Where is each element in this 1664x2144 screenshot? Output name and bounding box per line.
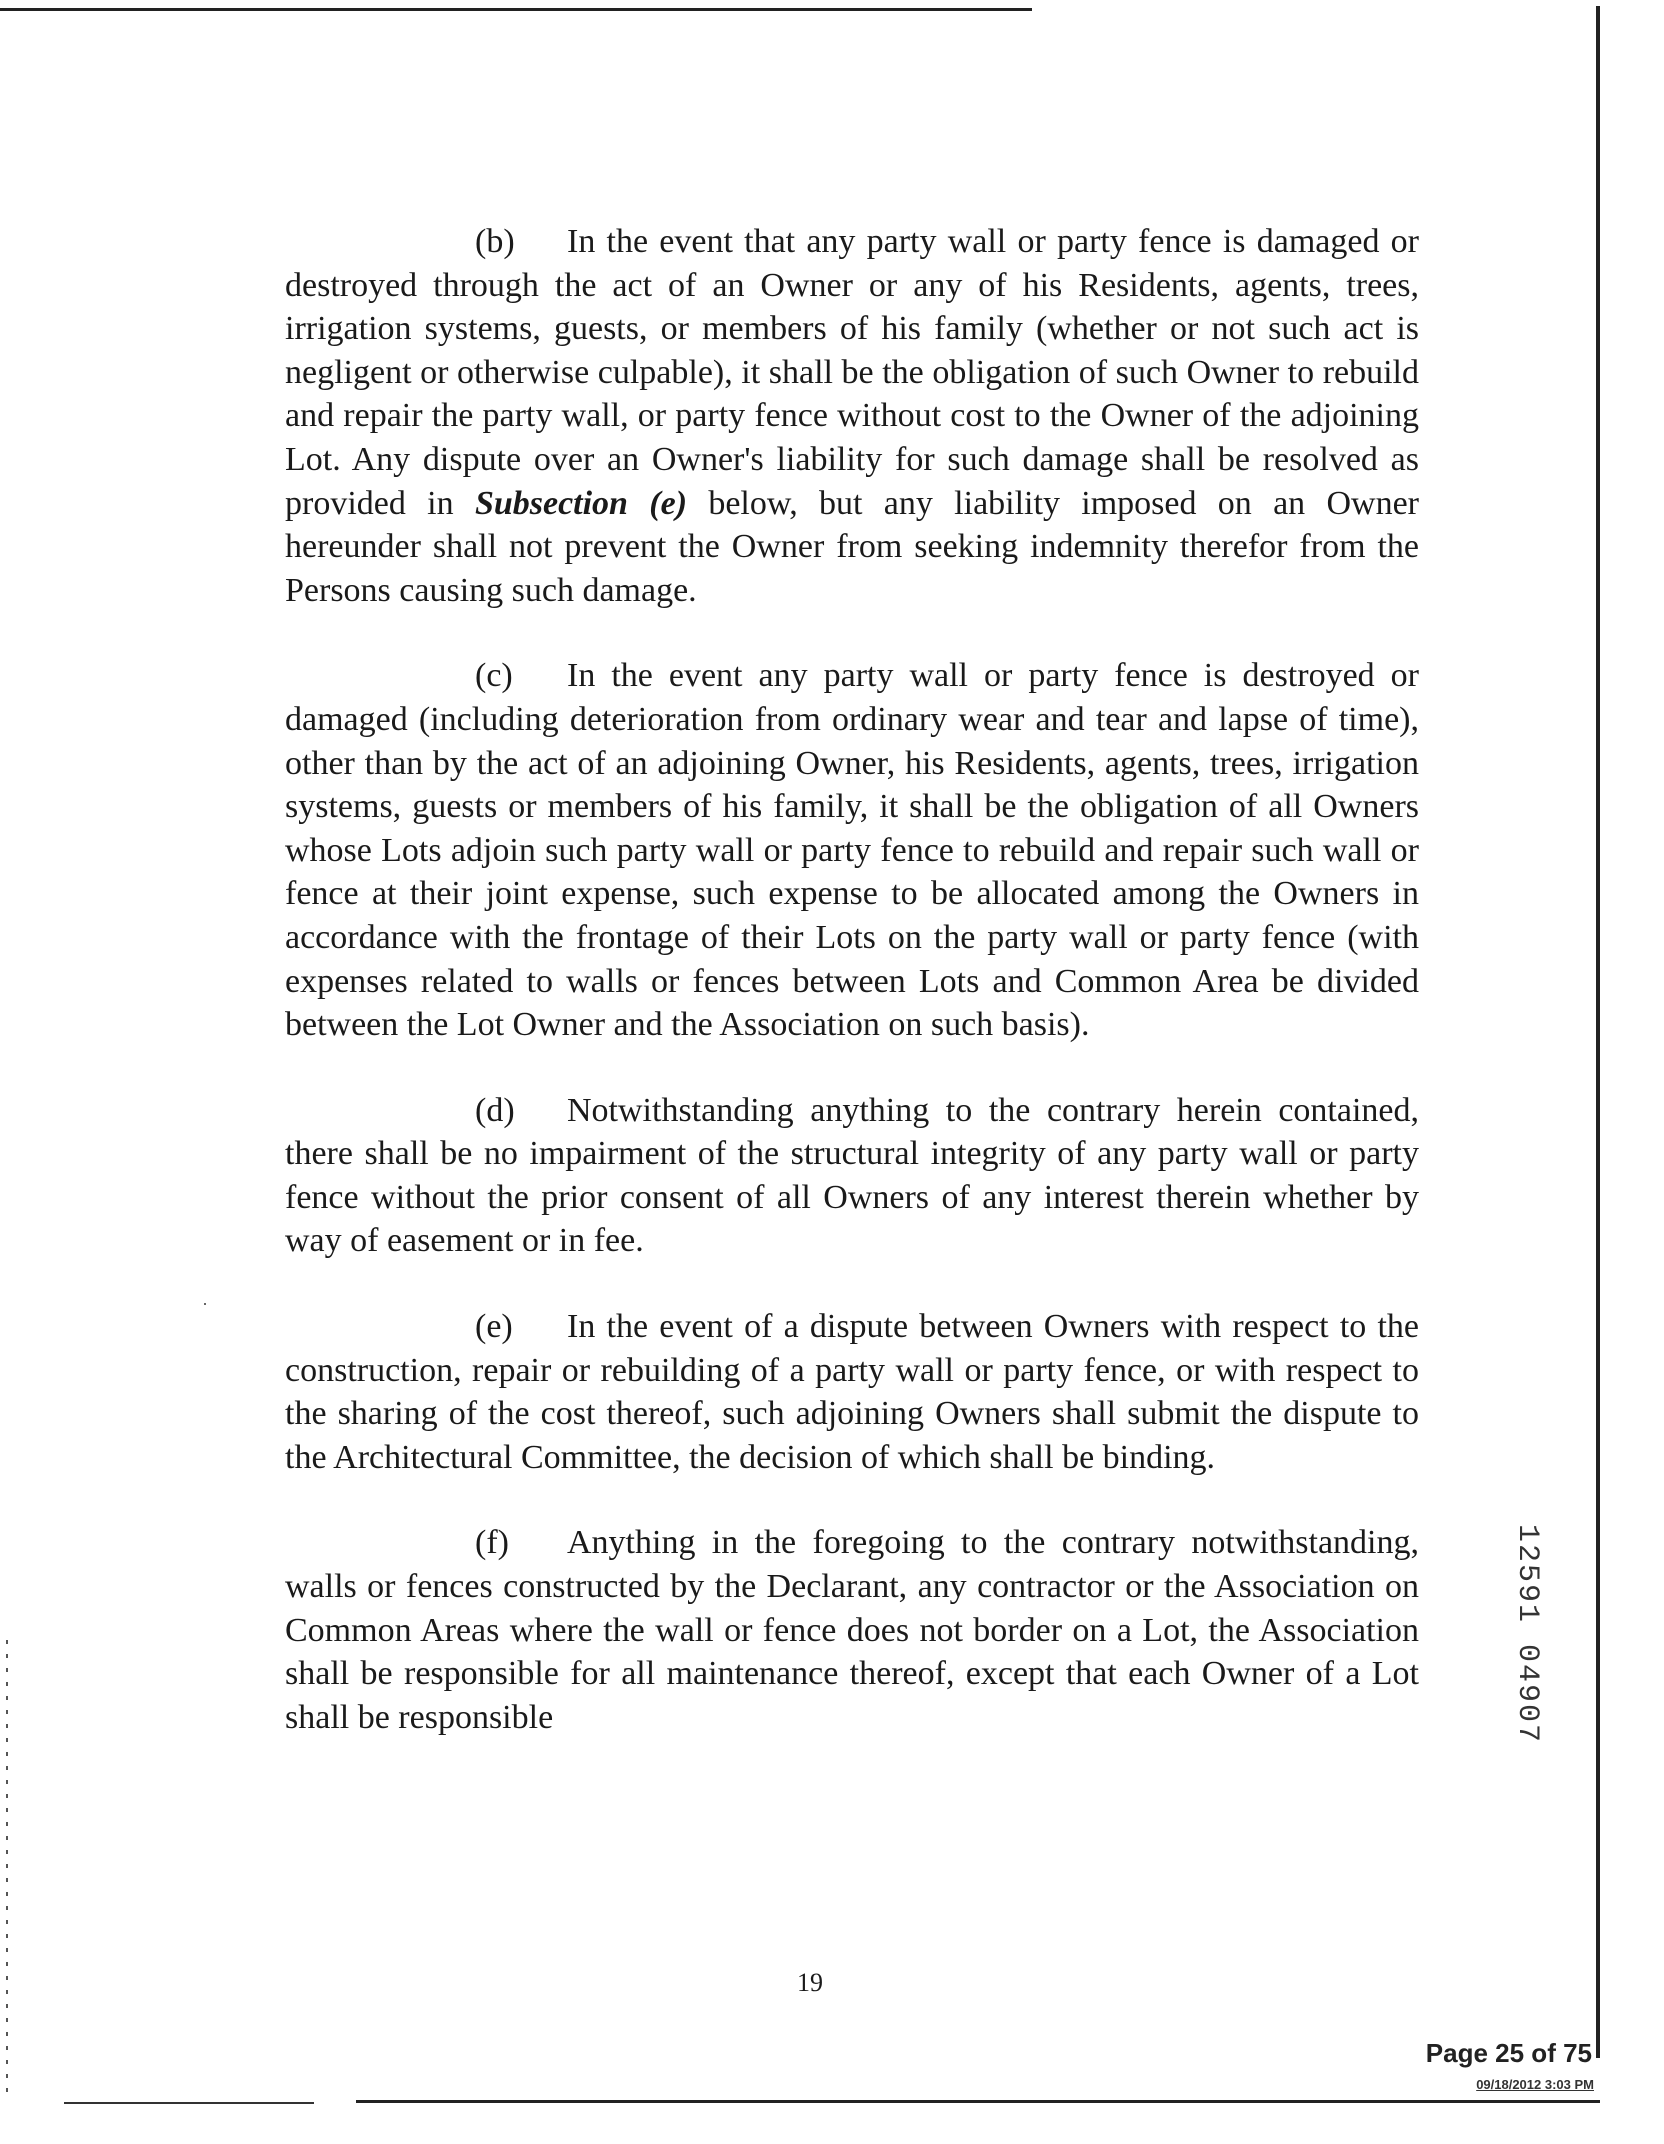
paragraph-b bbox=[285, 220, 1419, 612]
paragraph-text: In the event of a dispute between Owners with respect to the construction, repair or rebuilding of a party wall or party fence, or with respect to the sharing of the cost thereof, such adjoining Owners shall submit the dispute to the Architectural Committee, the decision of which shall be binding. bbox=[285, 1308, 1419, 1476]
recording-timestamp: 09/18/2012 3:03 PM bbox=[1476, 2077, 1594, 2092]
page-number: 19 bbox=[797, 1968, 823, 1997]
scan-bottom-rule-left bbox=[64, 2102, 314, 2104]
paragraph-label: (b) bbox=[475, 223, 515, 260]
page-counter: Page 25 of 75 bbox=[1425, 2038, 1592, 2068]
paragraph-label: (c) bbox=[475, 657, 513, 695]
paragraph-label: (f) bbox=[475, 1524, 509, 1562]
subsection-reference: Subsection (e) bbox=[474, 484, 688, 522]
scan-bottom-rule-right bbox=[356, 2100, 1600, 2103]
paragraph-c bbox=[285, 654, 1419, 1046]
document-body bbox=[285, 220, 1419, 1781]
recording-stamp-number: 12591 04907 bbox=[1510, 1524, 1544, 1745]
paragraph-text: Notwithstanding anything to the contrary herein contained, there shall be no impairment of the structural integrity of any party wall or party fence without the prior consent of all Owners of any interest therein whether by way of easement or in fee. bbox=[285, 1091, 1419, 1260]
paragraph-text-continued: below, but any liability imposed on an Owner hereunder shall not prevent the Owner from seeking indemnity therefor from the Persons causing such damage. bbox=[285, 484, 1420, 609]
paragraph-label: (e) bbox=[475, 1308, 513, 1346]
paragraph-text: In the event that any party wall or party fence is damaged or destroyed through the act of an Owner or any of his Residents, agents, trees, irrigation systems, guests, or members of his family (whether or not such act is negligent or otherwise culpable), it shall be the obligation of such Owner to rebuild and repair the party wall, or party fence without cost to the Owner of the adjoining Lot. Any dispute over an Owner's liability for such damage shall be resolved as provided in bbox=[285, 223, 1419, 522]
paragraph-d bbox=[285, 1089, 1419, 1263]
scan-left-edge-dots bbox=[6, 1640, 8, 2100]
scan-right-rule bbox=[1596, 6, 1600, 2058]
paragraph-text: In the event any party wall or party fence is destroyed or damaged (including deterioration from ordinary wear and tear and lapse of time), other than by the act of an adjoining Owner, his Residents, agents, trees, irrigation systems, guests or members of his family, it shall be the obligation of all Owners whose Lots adjoin such party wall or party fence to rebuild and repair such wall or fence at their joint expense, such expense to be allocated among the Owners in accordance with the frontage of their Lots on the party wall or party fence (with expenses related to walls or fences between Lots and Common Area be divided between the Lot Owner and the Association on such basis). bbox=[285, 657, 1419, 1044]
paragraph-e bbox=[285, 1305, 1419, 1479]
paragraph-label: (d) bbox=[475, 1091, 515, 1129]
scan-speck bbox=[204, 1303, 206, 1305]
scan-top-rule bbox=[0, 8, 1032, 11]
recording-stamp bbox=[1510, 1524, 1570, 1784]
paragraph-f bbox=[285, 1521, 1419, 1739]
paragraph-text: Anything in the foregoing to the contrary notwithstanding, walls or fences constructed by the Declarant, any contractor or the Association on Common Areas where the wall or fence does not border on a Lot, the Association shall be responsible for all maintenance thereof, except that each Owner of a Lot shall be responsible bbox=[285, 1524, 1419, 1736]
